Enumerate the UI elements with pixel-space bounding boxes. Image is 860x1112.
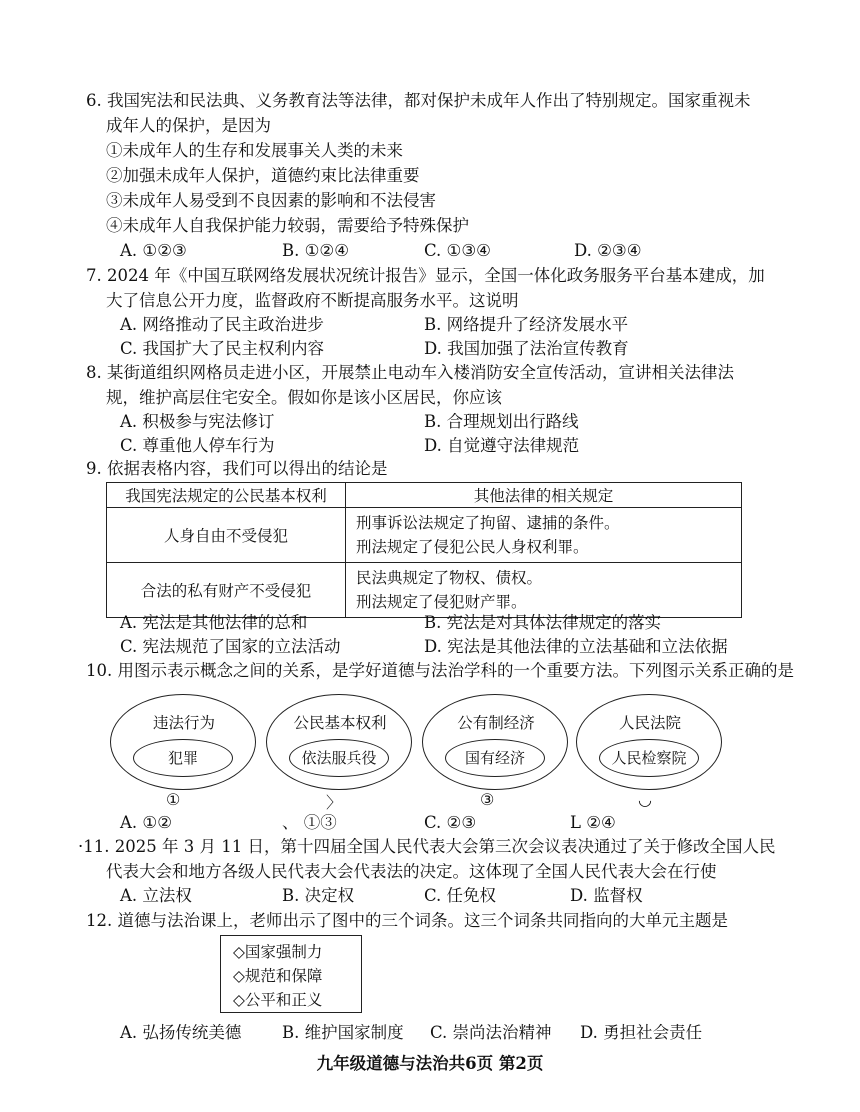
table-cell-law-line: 刑法规定了侵犯财产罪。	[356, 593, 527, 611]
q6-option-a: A. ①②③	[120, 241, 187, 260]
diagram-4-inner: 人民检察院	[599, 739, 699, 777]
q6-item-1: ①未成年人的生存和发展事关人类的未来	[106, 141, 403, 160]
table-header-rights: 我国宪法规定的公民基本权利	[107, 483, 346, 508]
q8-option-a: A. 积极参与宪法修订	[120, 412, 275, 431]
diagram-1-outer-label: 违法行为	[152, 714, 215, 732]
q12-option-b: B. 维护国家制度	[282, 1023, 404, 1042]
q12-term-1: ◇国家强制力	[233, 943, 323, 961]
q11-stem-line2: 代表大会和地方各级人民代表大会代表法的决定。这体现了全国人民代表大会在行使	[106, 862, 717, 881]
q11-option-a: A. 立法权	[120, 886, 192, 905]
q6-stem-line1: 6. 我国宪法和民法典、义务教育法等法律，都对保护未成年人作出了特别规定。国家重视未	[86, 91, 751, 110]
q9-option-c: C. 宪法规范了国家的立法活动	[120, 637, 341, 656]
q7-option-c: C. 我国扩大了民主权利内容	[120, 339, 325, 358]
diagram-3-outer-label: 公有制经济	[457, 714, 535, 732]
table-cell-laws-1	[346, 508, 742, 563]
q11-option-b: B. 决定权	[282, 886, 355, 905]
q6-option-d: D. ②③④	[574, 241, 642, 260]
diagram-2-number: 〉	[326, 793, 343, 812]
table-row	[107, 508, 742, 563]
table-header-laws: 其他法律的相关规定	[346, 483, 742, 508]
q8-option-d: D. 自觉遵守法律规范	[424, 436, 580, 455]
q10-option-c: C. ②③	[424, 813, 477, 832]
q12-option-c: C. 崇尚法治精神	[430, 1023, 552, 1042]
q8-option-c: C. 尊重他人停车行为	[120, 436, 275, 455]
diagram-4-number: ◡	[638, 790, 652, 809]
table-cell-law-line: 刑事诉讼法规定了拘留、逮捕的条件。	[356, 514, 620, 532]
q7-option-b: B. 网络提升了经济发展水平	[424, 315, 629, 334]
q6-option-b: B. ①②④	[282, 241, 349, 260]
q10-option-a: A. ①②	[120, 813, 172, 832]
diagram-1-outer	[110, 694, 256, 790]
table-row	[107, 563, 742, 618]
diagram-1-number: ①	[166, 790, 181, 809]
diagram-4-outer-label: 人民法院	[618, 714, 681, 732]
table-header-row	[107, 483, 742, 508]
q12-term-2: ◇规范和保障	[233, 967, 323, 985]
diagram-2-outer-label: 公民基本权利	[293, 714, 387, 732]
table-cell-right-1: 人身自由不受侵犯	[107, 508, 346, 563]
q11-option-c: C. 任免权	[424, 886, 497, 905]
diagram-1-inner: 犯罪	[133, 739, 233, 777]
diagram-3-outer	[422, 694, 568, 790]
diagram-3-inner: 国有经济	[445, 739, 545, 777]
diagram-4-outer	[576, 694, 722, 790]
q9-rights-table	[106, 482, 742, 618]
q10-diagrams	[100, 694, 760, 794]
q12-term-3: ◇公平和正义	[233, 991, 323, 1009]
q7-option-d: D. 我国加强了法治宣传教育	[424, 339, 629, 358]
diagram-3-number: ③	[480, 790, 495, 809]
q12-stem: 12. 道德与法治课上，老师出示了图中的三个词条。这三个词条共同指向的大单元主题是	[86, 911, 728, 930]
q10-stem: 10. 用图示表示概念之间的关系，是学好道德与法治学科的一个重要方法。下列图示关系正确的是	[86, 661, 794, 680]
q9-stem: 9. 依据表格内容，我们可以得出的结论是	[86, 459, 388, 478]
table-cell-laws-2	[346, 563, 742, 618]
q11-option-d: D. 监督权	[570, 886, 643, 905]
diagram-2-outer	[266, 694, 412, 790]
q6-item-3: ③未成年人易受到不良因素的影响和不法侵害	[106, 191, 436, 210]
diagram-2-inner: 依法服兵役	[289, 739, 389, 777]
q7-stem-line2: 大了信息公开力度，监督政府不断提高服务水平。这说明	[106, 291, 519, 310]
q9-option-a: A. 宪法是其他法律的总和	[120, 613, 308, 632]
q8-stem-line2: 规，维护高层住宅安全。假如你是该小区居民，你应该	[106, 388, 502, 407]
q6-item-4: ④未成年人自我保护能力较弱，需要给予特殊保护	[106, 216, 469, 235]
q7-stem-line1: 7. 2024 年《中国互联网络发展状况统计报告》显示，全国一体化政务服务平台基本建成，加	[86, 266, 765, 285]
q9-option-b: B. 宪法是对具体法律规定的落实	[424, 613, 662, 632]
q12-option-a: A. 弘扬传统美德	[120, 1023, 242, 1042]
q6-item-2: ②加强未成年人保护，道德约束比法律重要	[106, 166, 420, 185]
q8-stem-line1: 8. 某街道组织网格员走进小区，开展禁止电动车入楼消防安全宣传活动，宣讲相关法律法	[86, 363, 734, 382]
table-cell-right-2: 合法的私有财产不受侵犯	[107, 563, 346, 618]
q7-option-a: A. 网络推动了民主政治进步	[120, 315, 324, 334]
q12-option-d: D. 勇担社会责任	[580, 1023, 703, 1042]
table-cell-law-line: 刑法规定了侵犯公民人身权利罪。	[356, 538, 589, 556]
q11-stem-line1: ·11. 2025 年 3 月 11 日，第十四届全国人民代表大会第三次会议表决通过了关于修改全国人民	[78, 837, 776, 856]
q9-option-d: D. 宪法是其他法律的立法基础和立法依据	[424, 637, 728, 656]
table-cell-law-line: 民法典规定了物权、债权。	[356, 569, 543, 587]
q10-option-b: 、 ①③	[282, 813, 337, 832]
page-footer: 九年级道德与法治共6页 第2页	[316, 1054, 544, 1073]
q6-stem-line2: 成年人的保护，是因为	[106, 116, 271, 135]
q10-option-d: L ②④	[570, 813, 616, 832]
q8-option-b: B. 合理规划出行路线	[424, 412, 579, 431]
q12-terms-box	[220, 935, 362, 1013]
q6-option-c: C. ①③④	[424, 241, 491, 260]
